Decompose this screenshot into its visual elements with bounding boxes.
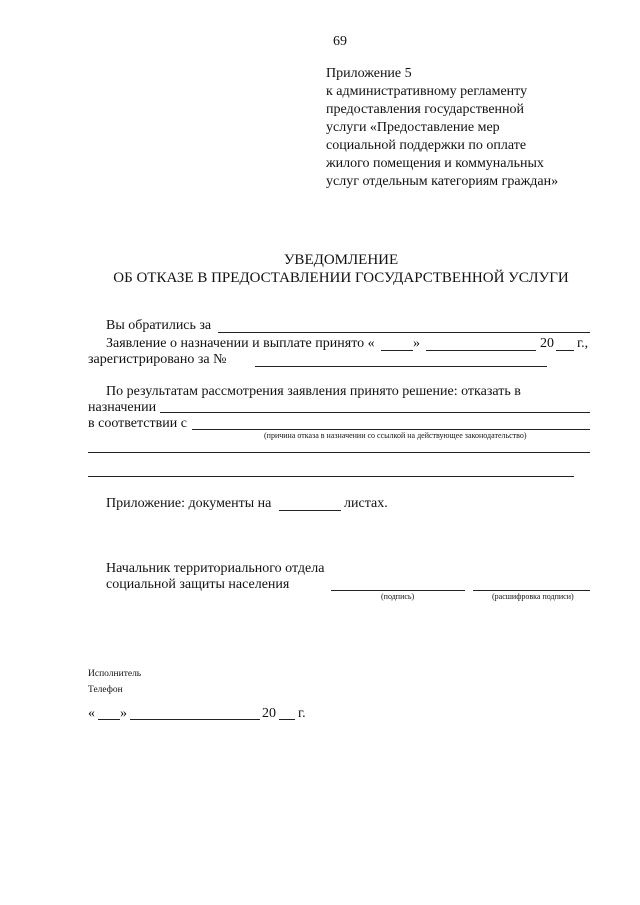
- reason-field-line-3[interactable]: [88, 476, 574, 477]
- date-year-prefix: 20: [262, 706, 276, 721]
- attachment-sheets-line[interactable]: [279, 510, 341, 511]
- appendix-line: предоставления государственной: [326, 102, 525, 117]
- applied-label: Вы обратились за: [106, 318, 212, 333]
- reason-field-line[interactable]: [192, 429, 590, 430]
- statement-year-suffix: г.,: [577, 336, 589, 351]
- appendix-line: к административному регламенту: [326, 84, 528, 99]
- registered-number-line[interactable]: [255, 366, 547, 367]
- document-subtitle: ОБ ОТКАЗЕ В ПРЕДОСТАВЛЕНИИ ГОСУДАРСТВЕННОЙ УСЛУГИ: [113, 270, 569, 286]
- statement-year-prefix: 20: [540, 336, 554, 351]
- appendix-line: услуг отдельным категориям граждан»: [326, 174, 559, 189]
- statement-label: Заявление о назначении и выплате принято «: [106, 336, 375, 351]
- statement-close-quote: »: [413, 336, 420, 351]
- head-title-line-2: социальной защиты населения: [106, 577, 290, 592]
- signature-decode-line[interactable]: [473, 590, 590, 591]
- attachment-prefix: Приложение: документы на: [106, 496, 272, 511]
- executor-label: Исполнитель: [88, 669, 142, 679]
- decision-text-cont: назначении: [88, 400, 157, 415]
- document-title: УВЕДОМЛЕНИЕ: [283, 252, 399, 268]
- appendix-line: Приложение 5: [326, 66, 412, 81]
- decision-field-line[interactable]: [160, 412, 590, 413]
- decision-text: По результатам рассмотрения заявления принято решение: отказать в: [106, 384, 521, 399]
- phone-label: Телефон: [88, 685, 123, 695]
- date-year-suffix: г.: [298, 706, 306, 721]
- statement-month-line[interactable]: [426, 350, 536, 351]
- date-day-line[interactable]: [98, 719, 120, 720]
- date-year-line[interactable]: [279, 719, 295, 720]
- statement-day-line[interactable]: [381, 350, 413, 351]
- reason-field-line-2[interactable]: [88, 452, 590, 453]
- statement-year-line[interactable]: [556, 350, 574, 351]
- appendix-line: услуги «Предоставление мер: [326, 120, 500, 135]
- appendix-line: социальной поддержки по оплате: [326, 138, 527, 153]
- signature-decode-hint: (расшифровка подписи): [492, 592, 574, 601]
- page-number: 69: [333, 34, 347, 49]
- date-close-quote: »: [120, 706, 127, 721]
- signature-line[interactable]: [331, 590, 465, 591]
- date-month-line[interactable]: [130, 719, 260, 720]
- reason-hint: (причина отказа в назначении со ссылкой на действующее законодательство): [264, 431, 527, 440]
- attachment-suffix: листах.: [344, 496, 388, 511]
- head-title-line: Начальник территориального отдела: [106, 561, 325, 576]
- signature-hint: (подпись): [381, 592, 415, 601]
- accordance-label: в соответствии с: [88, 416, 187, 431]
- registered-label: зарегистрировано за №: [88, 352, 227, 367]
- date-open-quote: «: [88, 706, 95, 721]
- applied-field-line[interactable]: [218, 332, 590, 333]
- appendix-line: жилого помещения и коммунальных: [326, 156, 544, 171]
